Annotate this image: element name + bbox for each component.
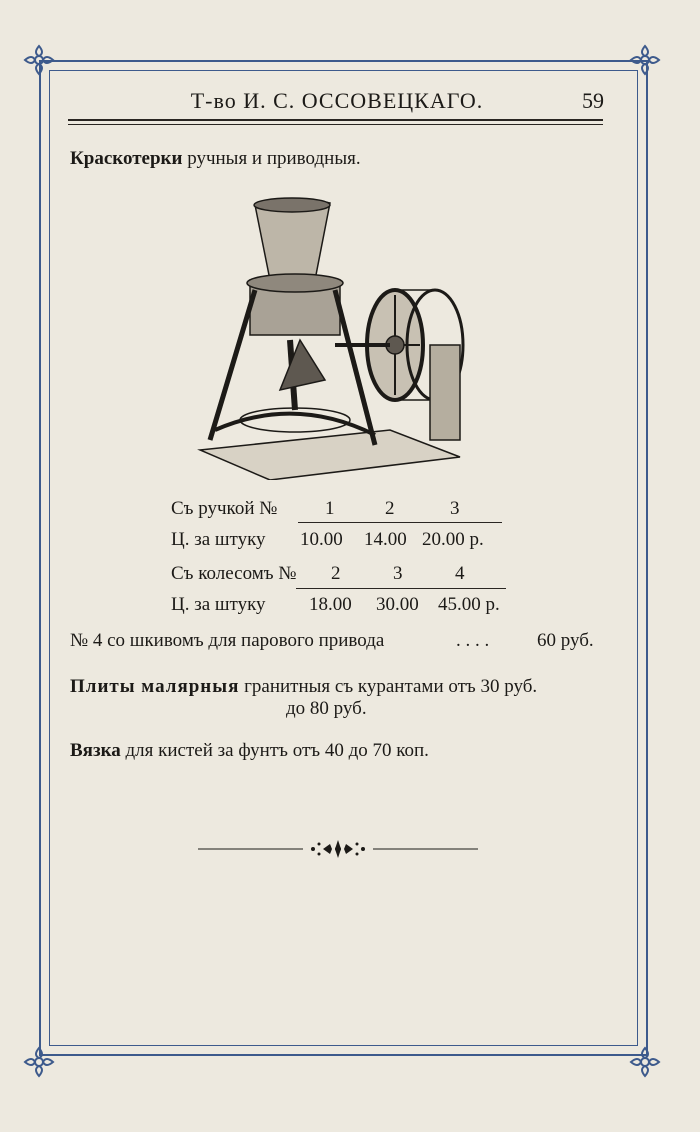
- item-description: для кистей за фунтъ отъ 40 до 70 коп.: [125, 740, 429, 761]
- header-rule: [68, 119, 603, 121]
- tailpiece-ornament-icon: [198, 838, 478, 860]
- price-row-label: Съ колесомъ №: [171, 563, 297, 584]
- price-value: 10.00: [300, 529, 343, 550]
- table-rule: [296, 588, 506, 589]
- corner-ornament-icon: [22, 43, 56, 77]
- running-header: [70, 88, 604, 118]
- model-number: 3: [450, 498, 460, 519]
- price-row-wheel-numbers: [171, 563, 506, 587]
- page-number: 59: [582, 88, 604, 113]
- model-number: 4: [455, 563, 465, 584]
- note-price: 60 руб.: [537, 630, 594, 651]
- model-number: 2: [331, 563, 341, 584]
- item-subtitle: ручныя и приводныя.: [187, 148, 361, 169]
- price-value: 30.00: [376, 594, 419, 615]
- paint-grinder-illustration: [195, 195, 470, 480]
- item-description-continued: до 80 руб.: [286, 698, 367, 719]
- price-row-label: Съ ручкой №: [171, 498, 278, 519]
- price-value: 18.00: [309, 594, 352, 615]
- table-rule: [298, 522, 502, 523]
- price-row-handle-numbers: [171, 498, 506, 522]
- pulley-note: [70, 630, 605, 654]
- item-heading: Краскотерки: [70, 148, 183, 169]
- item-description: гранитныя съ курантами отъ 30 руб.: [244, 676, 538, 697]
- corner-ornament-icon: [628, 43, 662, 77]
- price-value: 14.00: [364, 529, 407, 550]
- price-row-handle-prices: [171, 529, 506, 553]
- item-heading-line: [70, 676, 537, 698]
- note-text: № 4 со шкивомъ для парового привода: [70, 630, 385, 651]
- price-value: 20.00 р.: [422, 529, 484, 550]
- item-heading-line: [70, 740, 429, 762]
- price-row-wheel-prices: [171, 594, 506, 618]
- model-number: 1: [325, 498, 335, 519]
- corner-ornament-icon: [628, 1045, 662, 1079]
- note-dots: . . . .: [456, 630, 490, 651]
- model-number: 3: [393, 563, 403, 584]
- item-heading: Плиты малярныя: [70, 676, 240, 697]
- header-rule-thin: [68, 124, 603, 125]
- item-heading-line: [70, 148, 361, 170]
- price-value: 45.00 р.: [438, 594, 500, 615]
- corner-ornament-icon: [22, 1045, 56, 1079]
- price-row-label: Ц. за штуку: [171, 529, 266, 550]
- model-number: 2: [385, 498, 395, 519]
- item-heading: Вязка: [70, 740, 121, 761]
- header-title: Т-во И. С. ОССОВЕЦКАГО.: [190, 88, 484, 113]
- price-row-label: Ц. за штуку: [171, 594, 266, 615]
